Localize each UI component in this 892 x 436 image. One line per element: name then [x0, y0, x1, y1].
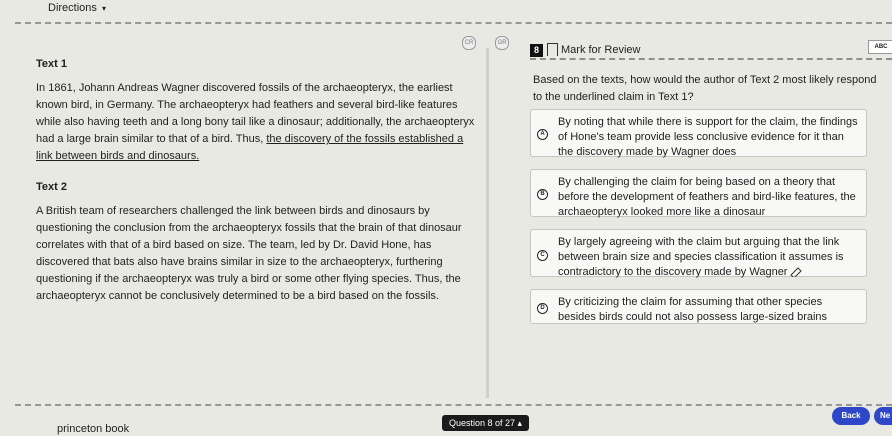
- choice-text-b: By challenging the claim for being based on a theory that before the development of feathers and bird-like features, the archaeopteryx looked more like a dinosaur: [558, 176, 856, 218]
- next-button[interactable]: Ne: [874, 407, 892, 425]
- choice-letter-d: D: [537, 303, 548, 314]
- underlined-claim: the discovery of the fossils established a link between birds and dinosaurs.: [36, 133, 464, 162]
- text2-body: A British team of researchers challenged the link between birds and dinosaurs by questioning the conclusion from the archaeopteryx fossils that the brain of that dinosaur correlates with that of a bird based on size. The team, led by Dr. David Hone, has discovered that bats also have brains similar in size to the archaeopteryx, furthering questioning if the archaeopteryx was truly a bird or some other flying species. Thus, the archaeopteryx cannot be conclusively determined to be a bird based on the fossils.: [36, 205, 462, 302]
- mark-for-review-button[interactable]: Mark for Review: [561, 44, 641, 56]
- back-button[interactable]: Back: [832, 407, 870, 425]
- choice-b[interactable]: [530, 169, 867, 217]
- text2-title: Text 2: [36, 181, 67, 193]
- text1-block: [36, 56, 476, 165]
- choice-text-c-body: By largely agreeing with the claim but arguing that the link between brain size and species classification it assumes is contradictory to the discovery made by Wagner: [558, 236, 844, 278]
- question-prompt: Based on the texts, how would the author of Text 2 most likely respond to the underlined claim in Text 1?: [533, 74, 877, 103]
- collapse-left-icon[interactable]: CR: [462, 36, 476, 50]
- directions-label: Directions: [48, 2, 97, 14]
- choice-text-c: [558, 235, 862, 280]
- choice-text-a: By noting that while there is support for the claim, the findings of Hone's team provide less conclusive evidence for it than the discovery made by Wagner does: [558, 116, 858, 158]
- question-navigator-button[interactable]: Question 8 of 27 ▴: [442, 415, 529, 431]
- text1-body-start: In 1861, Johann Andreas Wagner discovered fossils of the archaeopteryx, the earliest known bird, in Germany. The archaeopteryx had feathers and several bird-like features while also having teeth and a long bony tail like a dinosaur; additionally, the archaeopteryx had a large brain similar to that of a bird. Thus,: [36, 82, 475, 145]
- answer-eliminator-toggle[interactable]: ABC: [868, 40, 892, 54]
- panel-divider[interactable]: [486, 48, 489, 398]
- choice-d[interactable]: [530, 289, 867, 324]
- tool-icons: [462, 35, 525, 50]
- passage-panel: [36, 56, 476, 302]
- text1-title: Text 1: [36, 58, 67, 70]
- expand-right-icon[interactable]: GR: [495, 36, 509, 50]
- brand-text: princeton book: [57, 423, 130, 435]
- choice-letter-b: B: [537, 189, 548, 200]
- highlight-pen-icon[interactable]: [789, 267, 803, 277]
- chevron-down-icon: ▾: [101, 4, 106, 13]
- bottom-divider: [15, 404, 892, 406]
- directions-toggle[interactable]: [48, 2, 106, 14]
- choice-letter-c: C: [537, 250, 548, 261]
- choice-letter-a: A: [537, 129, 548, 140]
- choice-a[interactable]: [530, 109, 867, 157]
- choice-text-d: By criticizing the claim for assuming that other species besides birds could not also possess large-sized brains: [558, 296, 828, 323]
- bookmark-icon[interactable]: [547, 43, 558, 56]
- top-divider: [15, 22, 892, 24]
- top-bar: [0, 0, 892, 22]
- question-number-badge: 8: [530, 44, 543, 57]
- choice-c[interactable]: [530, 229, 867, 277]
- text1-body: [36, 80, 476, 165]
- text2-block: [36, 179, 476, 305]
- question-header-divider: [530, 58, 892, 60]
